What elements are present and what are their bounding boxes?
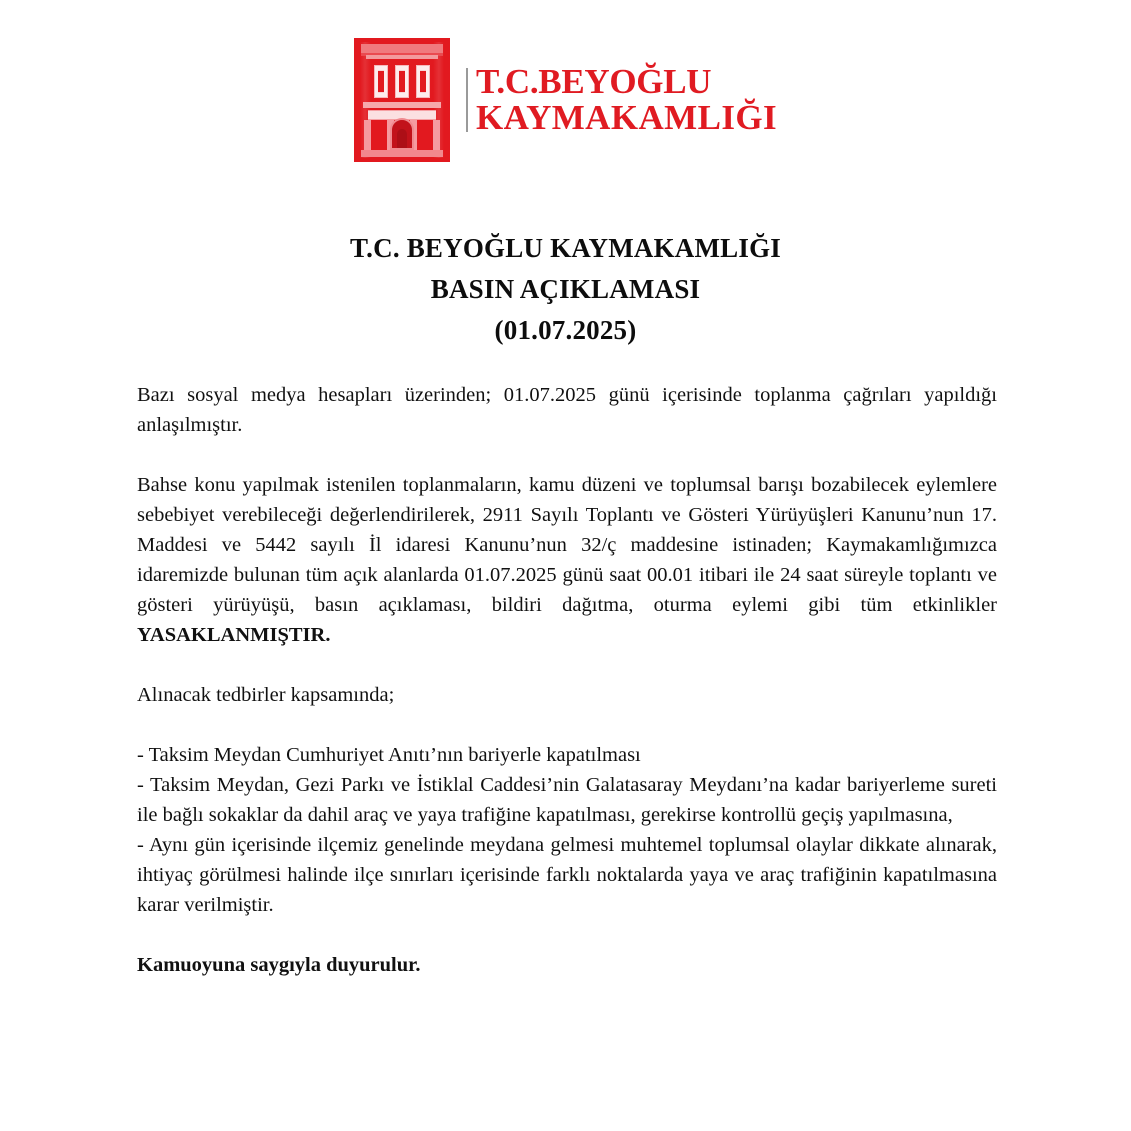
- paragraph-spacer: [137, 440, 997, 470]
- beyoglu-government-building-emblem-icon: [354, 38, 450, 162]
- paragraph-spacer: [137, 920, 997, 950]
- list-item: - Taksim Meydan Cumhuriyet Anıtı’nın bariyerle kapatılması: [137, 744, 641, 766]
- emblem-column: [364, 120, 371, 152]
- emblem-cornice-lower: [366, 55, 438, 59]
- paragraph-spacer: [137, 650, 997, 680]
- emblem-windows: [374, 65, 430, 98]
- paragraph-spacer: [137, 710, 997, 740]
- paragraph-intro: Bazı sosyal medya hesapları üzerinden; 01.07.2025 günü içerisinde toplanma çağrıları yapıldığı anlaşılmıştır.: [137, 384, 997, 436]
- letterhead-wordmark: [476, 64, 777, 135]
- paragraph-prohibition-text: Bahse konu yapılmak istenilen toplanmaların, kamu düzeni ve toplumsal barışı bozabilecek eylemlere sebebiyet verebileceği değerlendirilerek, 2911 Sayılı Toplantı ve Gösteri Yürüyüşleri Kanunu’nun 17. Maddesi ve 5442 sayılı İl idaresi Kanunu’nun 32/ç maddesine istinaden; Kaymakamlığımızca idaremizde bulunan tüm açık alanlarda 01.07.2025 günü saat 00.01 itibari ile 24 saat süreyle toplantı ve gösteri yürüyüşü, basın açıklaması, bildiri dağıtma, oturma eylemi gibi tüm etkinlikler: [137, 474, 997, 616]
- closing-statement: [137, 950, 997, 980]
- emblem-cornice: [361, 44, 443, 53]
- document-subtitle: BASIN AÇIKLAMASI: [430, 274, 701, 304]
- emblem-arched-entrance: [390, 118, 414, 150]
- page-title: T.C. BEYOĞLU KAYMAKAMLIĞI: [349, 233, 782, 263]
- letterhead-divider: [466, 68, 468, 132]
- emblem-base: [361, 150, 443, 157]
- emblem-band: [363, 102, 441, 108]
- list-item: - Taksim Meydan, Gezi Parkı ve İstiklal Caddesi’nin Galatasaray Meydanı’na kadar bariyerleme sureti ile bağlı sokaklar da dahil araç ve yaya trafiğine kapatılması, gerekirse kontrollü geçiş yapılmasına,: [137, 774, 997, 826]
- measures-intro: Alınacak tedbirler kapsamında;: [137, 684, 395, 706]
- document-title-block: [0, 228, 1131, 351]
- letterhead-wordmark-line-1: T.C.BEYOĞLU: [475, 62, 712, 102]
- closing-statement-text: Kamuoyuna saygıyla duyurulur.: [137, 954, 421, 976]
- list-item: - Aynı gün içerisinde ilçemiz genelinde meydana gelmesi muhtemel toplumsal olaylar dikkate alınarak, ihtiyaç görülmesi halinde ilçe sınırları içerisinde farklı noktalarda yaya ve araç trafiğinin kapatılmasına karar verilmiştir.: [137, 834, 997, 916]
- measures-list: [137, 740, 997, 920]
- emblem-window: [374, 65, 388, 98]
- document-body: [137, 380, 997, 980]
- paragraph-prohibition: [137, 470, 997, 650]
- prohibition-emphasis: YASAKLANMIŞTIR.: [137, 624, 331, 646]
- letterhead-wordmark-line-2: KAYMAKAMLIĞI: [475, 98, 778, 137]
- emblem-column: [433, 120, 440, 152]
- letterhead: [0, 30, 1131, 170]
- emblem-window: [416, 65, 430, 98]
- emblem-window: [395, 65, 409, 98]
- document-date: (01.07.2025): [494, 315, 637, 345]
